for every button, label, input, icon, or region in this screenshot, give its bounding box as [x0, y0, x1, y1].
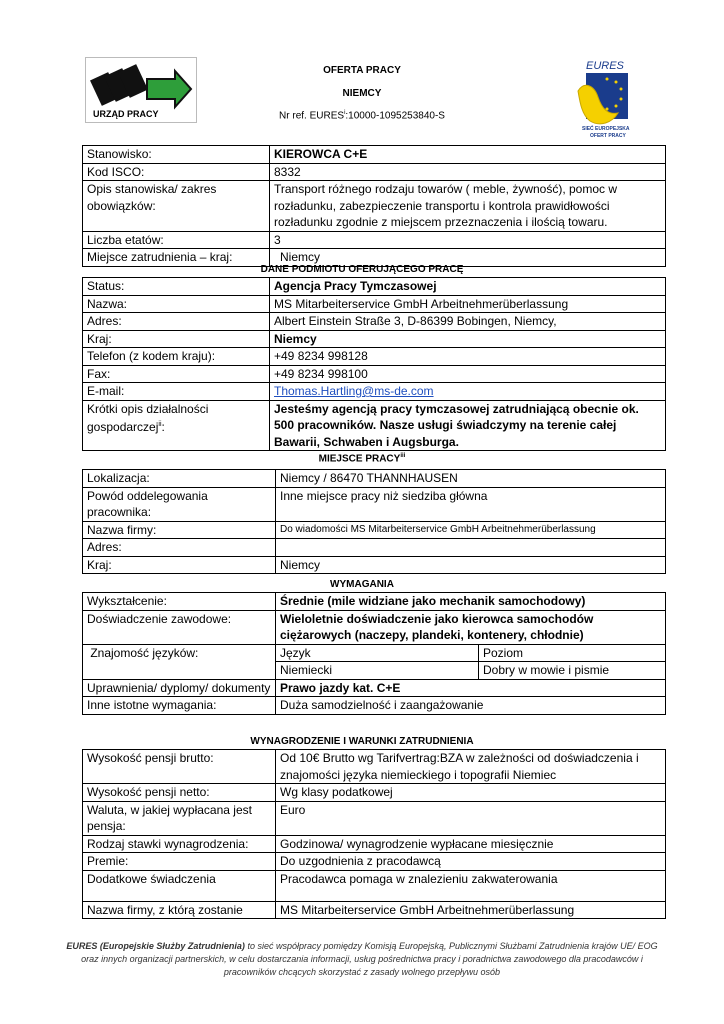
table-row — [83, 697, 666, 715]
table-row — [83, 278, 666, 296]
label: Znajomość języków: — [83, 644, 276, 679]
section-title-conditions: WYNAGRODZENIE I WARUNKI ZATRUDNIENIA — [250, 736, 474, 747]
description-value: Transport różnego rodzaju towarów ( meble, żywność), pomoc w rozładunku, zabezpieczenie transportu i kontrola prawidłowości rozładunku zgodnie z miejscem przeznaczenia i ilością towaru. — [270, 181, 666, 232]
workplace-table — [82, 469, 666, 574]
table-row — [83, 853, 666, 871]
label: Liczba etatów: — [83, 231, 270, 249]
lang-header-level: Poziom — [479, 644, 666, 662]
label: Status: — [83, 278, 270, 296]
section-title-workplace — [0, 453, 724, 464]
lang-language: Niemiecki — [276, 662, 479, 680]
location-value: Niemcy / 86470 THANNHAUSEN — [276, 470, 666, 488]
table-row — [83, 610, 666, 644]
ref-prefix: Nr ref. EURES — [279, 110, 345, 122]
fax-value: +49 8234 998100 — [270, 365, 666, 383]
count-value: 3 — [270, 231, 666, 249]
offer-country: NIEMCY — [342, 88, 382, 99]
table-row — [83, 313, 666, 331]
isco-value: 8332 — [270, 163, 666, 181]
label: Opis stanowiska/ zakres obowiązków: — [83, 181, 270, 232]
address-value: Albert Einstein Straße 3, D-86399 Bobingen, Niemcy, — [270, 313, 666, 331]
footer-bold: EURES (Europejskie Służby Zatrudnienia) — [66, 941, 245, 951]
footnote-marker: ii — [158, 421, 162, 428]
logo-text: URZĄD PRACY — [93, 109, 159, 119]
eures-caption-1: SIEĆ EUROPEJSKA — [582, 126, 630, 132]
email-link[interactable]: Thomas.Hartling@ms-de.com — [274, 384, 434, 398]
table-row — [83, 556, 666, 574]
gross-value: Od 10€ Brutto wg Tarifvertrag:BZA w zależności od doświadczenia i znajomości języka niemieckiego i topografii Niemiec — [276, 750, 666, 784]
label: Inne istotne wymagania: — [83, 697, 276, 715]
table-row — [83, 400, 666, 451]
ref-footnote: i — [344, 110, 346, 116]
reason-value: Inne miejsce pracy niż siedziba główna — [276, 487, 666, 521]
activity-label — [83, 400, 270, 451]
employer-table — [82, 277, 666, 451]
table-row — [83, 593, 666, 611]
reference-number — [0, 110, 724, 121]
lang-header-language: Język — [276, 644, 479, 662]
table-row — [83, 487, 666, 521]
label: Kod ISCO: — [83, 163, 270, 181]
address-value — [276, 539, 666, 557]
label: Wysokość pensji brutto: — [83, 750, 276, 784]
section-title-employer: DANE PODMIOTU OFERUJĄCEGO PRACĘ — [260, 264, 464, 275]
offer-title: OFERTA PRACY — [323, 65, 401, 76]
table-row — [83, 644, 666, 662]
net-value: Wg klasy podatkowej — [276, 784, 666, 802]
table-row — [83, 163, 666, 181]
table-row — [83, 870, 666, 901]
label: Dodatkowe świadczenia — [83, 870, 276, 901]
table-row — [83, 835, 666, 853]
education-value: Średnie (mile widziane jako mechanik samochodowy) — [276, 593, 666, 611]
place-value: Niemcy — [270, 249, 666, 267]
currency-value: Euro — [276, 801, 666, 835]
label: Adres: — [83, 313, 270, 331]
label: Nazwa: — [83, 295, 270, 313]
extra-value: Pracodawca pomaga w znalezieniu zakwaterowania — [276, 870, 666, 901]
country-value: Niemcy — [270, 330, 666, 348]
label: Waluta, w jakiej wypłacana jest pensja: — [83, 801, 276, 835]
lang-level: Dobry w mowie i pismie — [479, 662, 666, 680]
section-title-requirements: WYMAGANIA — [330, 579, 394, 590]
table-row — [83, 348, 666, 366]
colon: : — [161, 420, 165, 434]
label: Premie: — [83, 853, 276, 871]
phone-value: +49 8234 998128 — [270, 348, 666, 366]
table-row — [83, 750, 666, 784]
table-row — [83, 295, 666, 313]
label: Rodzaj stawki wynagrodzenia: — [83, 835, 276, 853]
other-value: Duża samodzielność i zaangażowanie — [276, 697, 666, 715]
label: Wykształcenie: — [83, 593, 276, 611]
label: Nazwa firmy: — [83, 521, 276, 539]
status-value: Agencja Pracy Tymczasowej — [270, 278, 666, 296]
label: Kraj: — [83, 330, 270, 348]
bonus-value: Do uzgodnienia z pracodawcą — [276, 853, 666, 871]
experience-value: Wieloletnie doświadczenie jako kierowca samochodów ciężarowych (naczepy, plandeki, kontenery, chłodnie) — [276, 610, 666, 644]
position-value: KIEROWCA C+E — [270, 146, 666, 164]
footer-note — [60, 940, 664, 979]
label: Wysokość pensji netto: — [83, 784, 276, 802]
label: Miejsce zatrudnienia – kraj: — [83, 249, 270, 267]
label: E-mail: — [83, 383, 270, 401]
footnote-marker: iii — [400, 453, 406, 459]
table-row — [83, 784, 666, 802]
label: Adres: — [83, 539, 276, 557]
table-row — [83, 901, 666, 919]
name-value: MS Mitarbeiterservice GmbH Arbeitnehmerüberlassung — [270, 295, 666, 313]
company-value: Do wiadomości MS Mitarbeiterservice GmbH Arbeitnehmerüberlassung — [276, 521, 666, 539]
table-row — [83, 383, 666, 401]
table-row — [83, 521, 666, 539]
label: Fax: — [83, 365, 270, 383]
workplace-title: MIEJSCE PRACY — [318, 453, 401, 465]
conditions-table — [82, 749, 666, 919]
contract-value: MS Mitarbeiterservice GmbH Arbeitnehmerüberlassung — [276, 901, 666, 919]
label: Lokalizacja: — [83, 470, 276, 488]
label: Krótki opis działalności gospodarczej — [87, 401, 209, 434]
ref-value: :10000-1095253840-S — [345, 110, 445, 122]
table-row — [83, 470, 666, 488]
country-value: Niemcy — [276, 556, 666, 574]
table-row — [83, 330, 666, 348]
rate-value: Godzinowa/ wynagrodzenie wypłacane miesięcznie — [276, 835, 666, 853]
requirements-table — [82, 592, 666, 715]
eures-caption-2: OFERT PRACY — [590, 133, 626, 139]
label: Uprawnienia/ dyplomy/ dokumenty — [83, 679, 276, 697]
job-table — [82, 145, 666, 267]
label: Stanowisko: — [83, 146, 270, 164]
activity-value: Jesteśmy agencją pracy tymczasowej zatrudniającą obecnie ok. 500 pracowników. Nasze usługi świadczymy na terenie całej Bawarii, Schwaben i Augsburga. — [270, 400, 666, 451]
label: Powód oddelegowania pracownika: — [83, 487, 276, 521]
licenses-value: Prawo jazdy kat. C+E — [276, 679, 666, 697]
table-row — [83, 679, 666, 697]
table-row — [83, 539, 666, 557]
label: Telefon (z kodem kraju): — [83, 348, 270, 366]
table-row — [83, 231, 666, 249]
label: Kraj: — [83, 556, 276, 574]
label: Doświadczenie zawodowe: — [83, 610, 276, 644]
table-row — [83, 801, 666, 835]
table-row — [83, 181, 666, 232]
table-row — [83, 146, 666, 164]
label: Nazwa firmy, z którą zostanie — [83, 901, 276, 919]
table-row — [83, 365, 666, 383]
eures-logo-text: EURES — [586, 60, 624, 72]
footer-text: to sieć współpracy pomiędzy Komisją Europejską, Publicznymi Służbami Zatrudnienia krajów UE/ EOG oraz innych organizacji partnerskich, w celu dostarczania informacji, usług pośrednictwa pracy i poradnictwa zawodowego dla pracodawców i pracowników chcących skorzystać z zasady wolnego przepływu osób — [81, 941, 658, 977]
